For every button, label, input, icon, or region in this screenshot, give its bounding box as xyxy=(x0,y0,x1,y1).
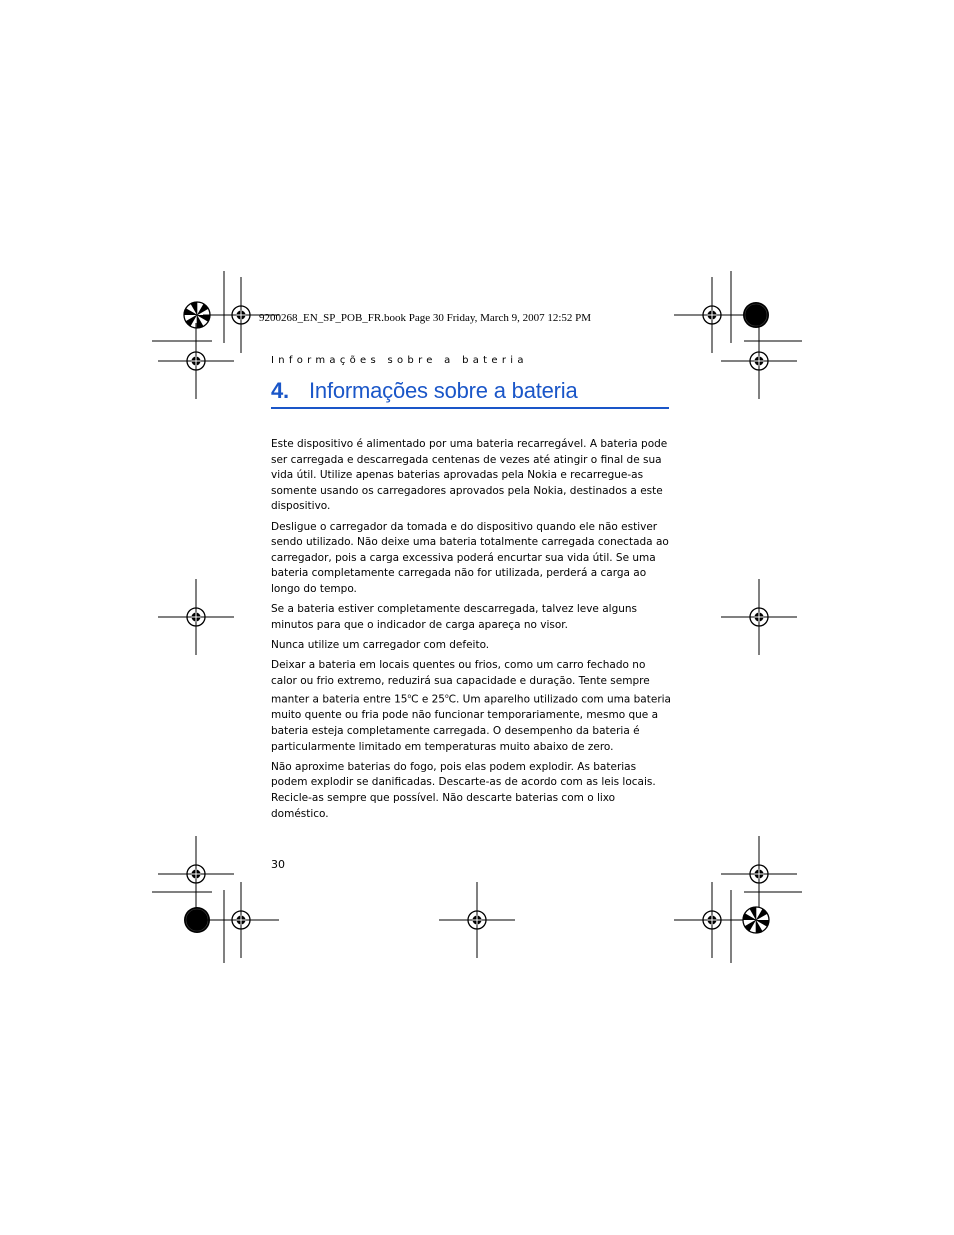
registration-crosshair xyxy=(158,836,234,912)
chapter-title: Informações sobre a bateria xyxy=(309,378,578,403)
paragraph-3: Se a bateria estiver completamente descarregada, talvez leve alguns minutos para que o indicador de carga apareça no visor. xyxy=(271,603,638,631)
body-text xyxy=(271,437,671,827)
running-header: Informações sobre a bateria xyxy=(271,355,528,366)
registration-crosshair xyxy=(203,882,279,958)
paragraph-5-part-b: C e 25 xyxy=(411,693,445,706)
chapter-number: 4. xyxy=(271,378,289,403)
registration-crosshair xyxy=(158,323,234,399)
paragraph-2: Desligue o carregador da tomada e do dispositivo quando ele não estiver sendo utilizado. Não deixe uma bateria totalmente carregada conectada ao carregador, pois a carga excessiva poderá encurtar sua vida útil. Se uma bateria completamente carregada não for utilizada, perderá a carga ao longo do tempo. xyxy=(271,520,669,595)
degree-sign: o xyxy=(444,693,449,701)
registration-crosshair xyxy=(721,323,797,399)
degree-sign: o xyxy=(407,693,412,701)
paragraph-5 xyxy=(271,658,671,755)
chapter-heading xyxy=(271,378,669,409)
paragraph-1: Este dispositivo é alimentado por uma bateria recarregável. A bateria pode ser carregada e descarregada centenas de vezes até atingir o final de sua vida útil. Utilize apenas baterias aprovadas pela Nokia e recarregue-as somente usando os carregadores aprovados pela Nokia, destinados a este dispositivo. xyxy=(271,438,668,513)
registration-crosshair xyxy=(721,579,797,655)
registration-crosshair xyxy=(674,882,750,958)
registration-crosshair xyxy=(721,836,797,912)
paragraph-5-part-a: Deixar a bateria em locais quentes ou frios, como um carro fechado no calor ou frio extremo, reduzirá sua capacidade e duração. Tente sempre manter a bateria entre 15 xyxy=(271,659,650,706)
registration-dot xyxy=(743,302,769,328)
book-file-info: 9200268_EN_SP_POB_FR.book Page 30 Friday, March 9, 2007 12:52 PM xyxy=(259,312,592,324)
paragraph-4: Nunca utilize um carregador com defeito. xyxy=(271,638,490,651)
registration-crosshair xyxy=(439,882,515,958)
paragraph-5-part-c: C. Um aparelho utilizado com uma bateria muito quente ou fria pode não funcionar temporariamente, mesmo que a bateria esteja completamente carregada. O desempenho da bateria é particularmente limitado em temperaturas muito abaixo de zero. xyxy=(271,693,671,753)
registration-starburst xyxy=(743,907,769,933)
paragraph-6: Não aproxime baterias do fogo, pois elas podem explodir. As baterias podem explodir se danificadas. Descarte-as de acordo com as leis locais. Recicle-as sempre que possível. Não descarte baterias com o lixo doméstico. xyxy=(271,760,656,820)
page-number: 30 xyxy=(271,858,285,871)
registration-crosshair xyxy=(158,579,234,655)
registration-crosshair xyxy=(674,277,750,353)
